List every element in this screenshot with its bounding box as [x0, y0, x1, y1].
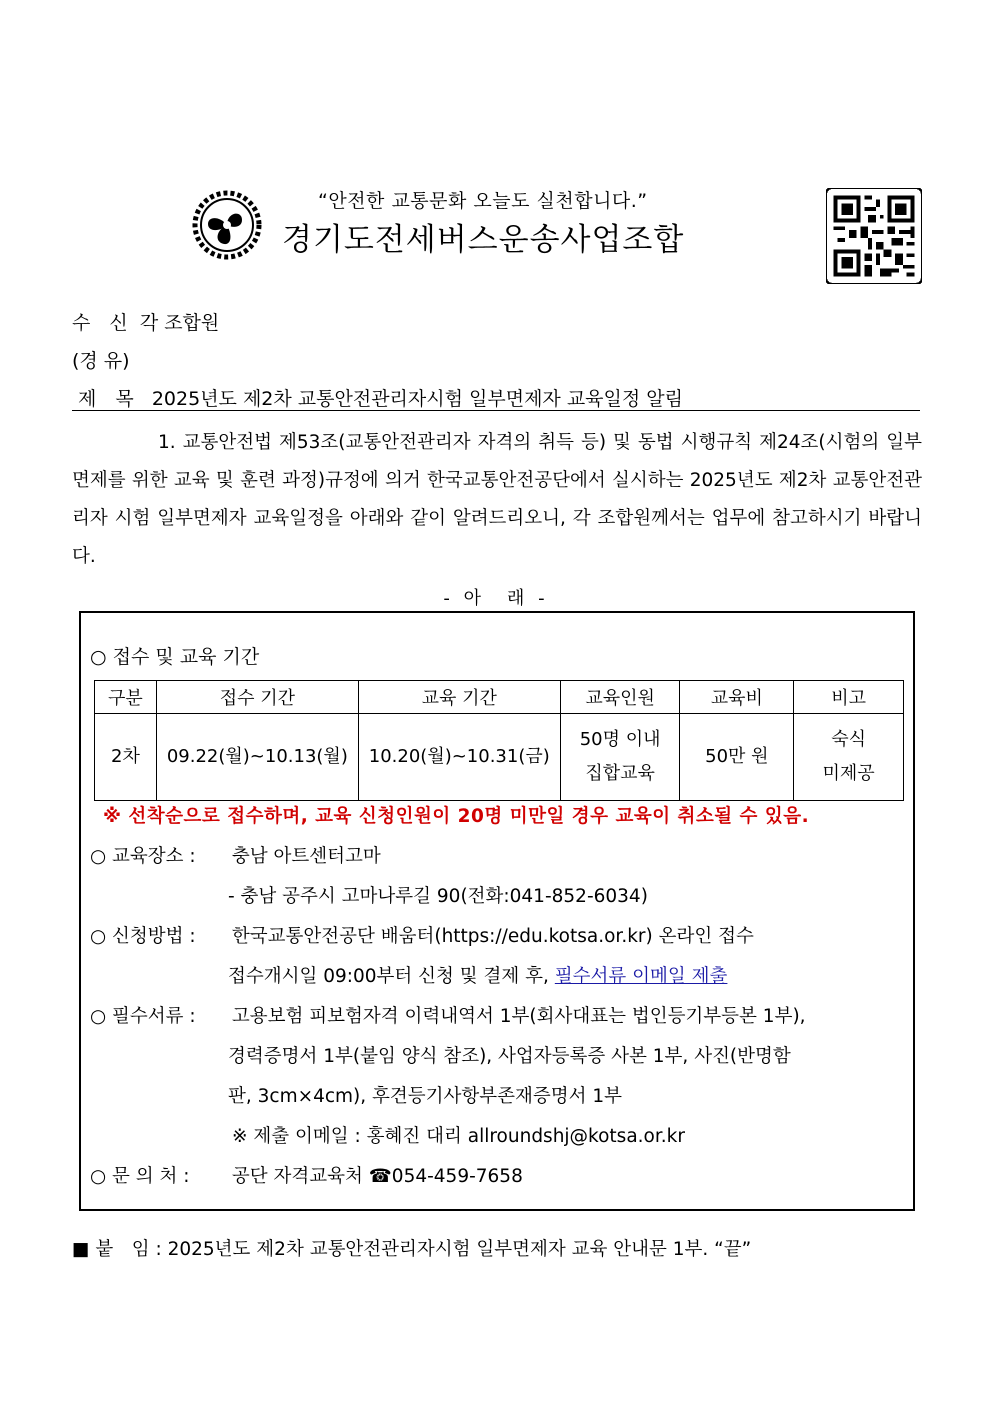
organization-name: 경기도전세버스운송사업조합 [282, 222, 685, 258]
recipient-value: 각 조합원 [139, 312, 220, 334]
docs-line-2: 경력증명서 1부(붙임 양식 참조), 사업자등록증 사본 1부, 사진(반명함 [228, 1046, 791, 1067]
place-value: 충남 아트센터고마 [231, 846, 381, 867]
note-line-2: 미제공 [822, 763, 875, 784]
header-fee: 교육비 [680, 681, 794, 714]
cell-education: 10.20(월)~10.31(금) [358, 714, 560, 801]
table-row [95, 714, 904, 801]
cell-round: 2차 [95, 714, 157, 801]
subject-value: 2025년도 제2차 교통안전관리자시험 일부면제자 교육일정 알림 [151, 388, 683, 410]
docs-email: ※ 제출 이메일 : 홍혜진 대리 allroundshj@kotsa.or.kr [232, 1126, 685, 1147]
contact-line [90, 1162, 523, 1188]
place-line [90, 842, 381, 868]
period-heading: ○ 접수 및 교육 기간 [90, 646, 260, 668]
people-line-2: 집합교육 [585, 763, 655, 784]
cell-note [794, 714, 904, 801]
recipient-label: 수 신 [72, 312, 128, 334]
body-text: 1. 교통안전법 제53조(교통안전관리자 자격의 취득 등) 및 동법 시행규칙 제24조(시험의 일부 면제를 위한 교육 및 훈련 과정)규정에 의거 한국교통안전공단에서 실시하는 2025년도 제2차 교통안전관리자 시험 일부면제자 교육일정을 아래와 같이 알려드리오니, 각 조합원께서는 업무에 참고하시기 바랍니다. [72, 432, 922, 567]
people-line-1: 50명 이내 [579, 729, 661, 750]
header-round: 구분 [95, 681, 157, 714]
recipient-line [72, 308, 219, 335]
docs-line [90, 1002, 806, 1028]
apply-line [90, 922, 754, 948]
warning-note: ※ 선착순으로 접수하며, 교육 신청인원이 20명 미만일 경우 교육이 취소될 수 있음. [103, 806, 810, 827]
via-line: (경 유) [72, 350, 130, 372]
schedule-table [94, 680, 904, 801]
header-education: 교육 기간 [358, 681, 560, 714]
header-people: 교육인원 [560, 681, 680, 714]
place-label: ○ 교육장소 : [90, 846, 196, 867]
header-reception: 접수 기간 [156, 681, 358, 714]
note-line-1: 숙식 [831, 729, 866, 750]
apply-value: 한국교통안전공단 배움터(https://edu.kotsa.or.kr) 온라인 접수 [231, 926, 754, 947]
apply-line-2 [228, 962, 727, 988]
union-logo-icon [192, 190, 262, 260]
table-header-row [95, 681, 904, 714]
contact-label: ○ 문 의 처 : [90, 1166, 190, 1187]
apply-label: ○ 신청방법 : [90, 926, 196, 947]
docs-line-1: 고용보험 피보험자격 이력내역서 1부(회사대표는 법인등기부등본 1부), [231, 1006, 806, 1027]
attachment-line: ■ 붙 임 : 2025년도 제2차 교통안전관리자시험 일부면제자 교육 안내문 1부. “끝” [72, 1239, 752, 1260]
contact-value: 공단 자격교육처 ☎054-459-7658 [231, 1166, 523, 1187]
required-docs-email-link[interactable]: 필수서류 이메일 제출 [554, 966, 728, 987]
docs-line-3: 판, 3cm×4cm), 후견등기사항부존재증명서 1부 [228, 1086, 623, 1107]
qr-code-icon[interactable] [826, 188, 922, 284]
slogan: “안전한 교통문화 오늘도 실천합니다.” [318, 190, 648, 212]
subject-label: 제 목 [78, 388, 134, 410]
subject-line [72, 384, 920, 411]
docs-label: ○ 필수서류 : [90, 1006, 196, 1027]
cell-people [560, 714, 680, 801]
cell-fee: 50만 원 [680, 714, 794, 801]
header-note: 비고 [794, 681, 904, 714]
notice-title: - 아 래 - [443, 588, 549, 609]
cell-reception: 09.22(월)~10.13(월) [156, 714, 358, 801]
body-paragraph [72, 424, 922, 576]
apply-line-2-text: 접수개시일 09:00부터 신청 및 결제 후, [228, 966, 549, 987]
place-address: - 충남 공주시 고마나루길 90(전화:041-852-6034) [228, 886, 648, 907]
